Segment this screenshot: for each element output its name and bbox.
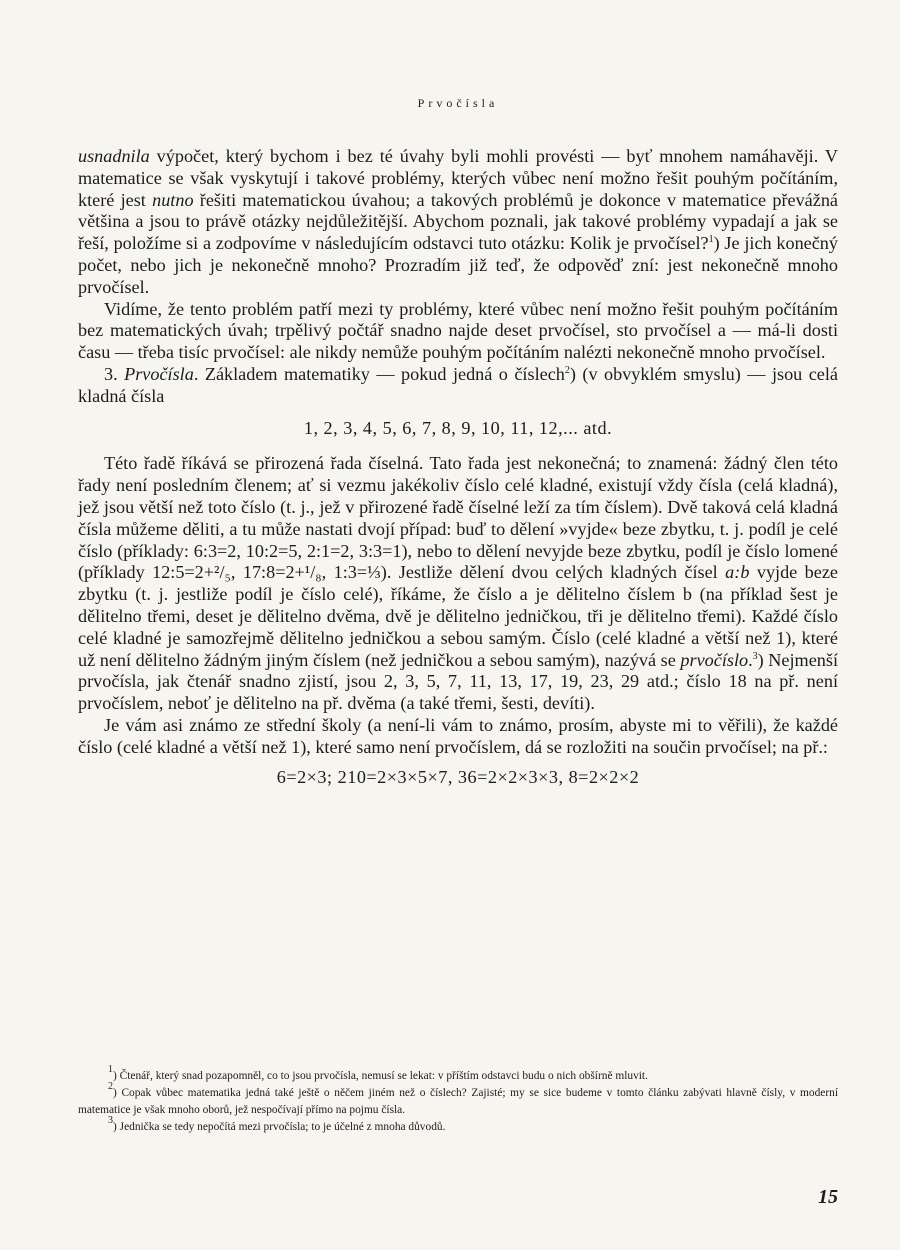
footnotes	[78, 1064, 838, 1136]
footnote-2: $^2$) Copak vůbec matematika jedná také ještě o něčem jiném než o číslech? Zajisté; my se sice budeme v tomto článku zabývati hlavně čísly, v moderní matematice je však mnoho oborů, jež nespočívají přímo na pojmu čísla.	[78, 1081, 838, 1116]
footnote-1: $^1$) Čtenář, který snad pozapomněl, co to jsou prvočísla, nemusí se lekat: v příštím odstavci budu o nich obšírně mluvit.	[108, 1064, 648, 1082]
natural-numbers-formula: 1, 2, 3, 4, 5, 6, 7, 8, 9, 10, 11, 12,... atd.	[303, 417, 613, 438]
footnote-3: $^3$) Jednička se tedy nepočítá mezi prvočísla; to je účelné z mnoha důvodů.	[108, 1115, 446, 1133]
paragraph-factorization: Je vám asi známo ze střední školy (a není-li vám to známo, prosím, abyste mi to věřili), že každé číslo (celé kladné a větší než 1), které samo není prvočíslem, dá se rozložiti na součin prvočísel; na př.:	[78, 714, 838, 757]
factorization-formula: 6=2×3; 210=2×3×5×7, 36=2×2×3×3, 8=2×2×2	[276, 766, 640, 787]
body-text	[78, 146, 838, 798]
running-head: Prvočísla	[417, 96, 499, 110]
page-number: 15	[818, 1186, 838, 1208]
paragraph-natural-series: Této řadě říkává se přirozená řada číselná. Tato řada jest nekonečná; to znamená: žádný člen této řady není posledním členem; ať si vezmu jakékoliv číslo celé kladné, existují vždy čísla (celá kladná), jež jsou větší než toto číslo (t. j., jež v přirozené řadě číselné leží za tím číslem). Dvě taková celá kladná čísla můžeme děliti, a tu může nastati dvojí případ: buď to dělení »vyjde« beze zbytku, t. j. podíl je celé číslo (příklady: 6:3=2, 10:2=5, 2:1=2, 3:3=1), nebo to dělení nevyjde beze zbytku, podíl je číslo lomené (příklady 12:5=2+²/₅, 17:8=2+¹/₈, 1:3=⅓). Jestliže dělení dvou celých kladných čísel a:b vyjde beze zbytku (t. j. jestliže podíl je číslo celé), říkáme, že číslo a je dělitelno číslem b (na příklad šest je dělitelno třemi, deset je dělitelno dvěma, dvě je dělitelno jedničkou, tři je dělitelno třemi). Každé číslo celé kladné je samozřejmě dělitelno jedničkou a sebou samým. Číslo (celé kladné a větší než 1), které už není dělitelno žádným jiným číslem (než jedničkou a sebou samým), nazývá se prvočíslo.$^3$) Nejmenší prvočísla, jak čtenář snadno zjistí, jsou 2, 3, 5, 7, 11, 13, 17, 19, 23, 29 atd.; číslo 18 na př. není prvočíslem, neboť je dělitelno na př. dvěma (a také třemi, šesti, devíti).	[78, 453, 838, 714]
book-page	[78, 0, 838, 1250]
paragraph-continuation: usnadnila výpočet, který bychom i bez té úvahy byli mohli provésti — byť mnohem namáhavěji. V matematice se však vyskytují i takové problémy, kterých vůbec není možno řešit pouhým počítáním, které jest nutno řešiti matematickou úvahou; a takových problémů je dokonce v matematice převážná většina a jsou to právě otázky nejdůležitější. Abychom poznali, jak takové problémy vypadají a jak se řeší, položíme si a zodpovíme v následujícím odstavci tuto otázku: Kolik je prvočísel?$^1$) Je jich konečný počet, nebo jich je nekonečně mnoho? Prozradím již teď, že odpověď zní: jest nekonečně mnoho prvočísel.	[78, 146, 838, 297]
paragraph-problem: Vidíme, že tento problém patří mezi ty problémy, které vůbec není možno řešit pouhým počítáním bez matematických úvah; trpělivý počtář snadno najde deset prvočísel, sto prvočísel a — má-li dosti času — třeba tisíc prvočísel: ale nikdy nemůže pouhým počítáním nalézti nekonečně mnoho prvočísel.	[78, 298, 838, 363]
paragraph-section-3: 3. Prvočísla. Základem matematiky — pokud jedná o číslech$^2$) (v obvyklém smyslu) — jsou celá kladná čísla	[78, 363, 838, 406]
